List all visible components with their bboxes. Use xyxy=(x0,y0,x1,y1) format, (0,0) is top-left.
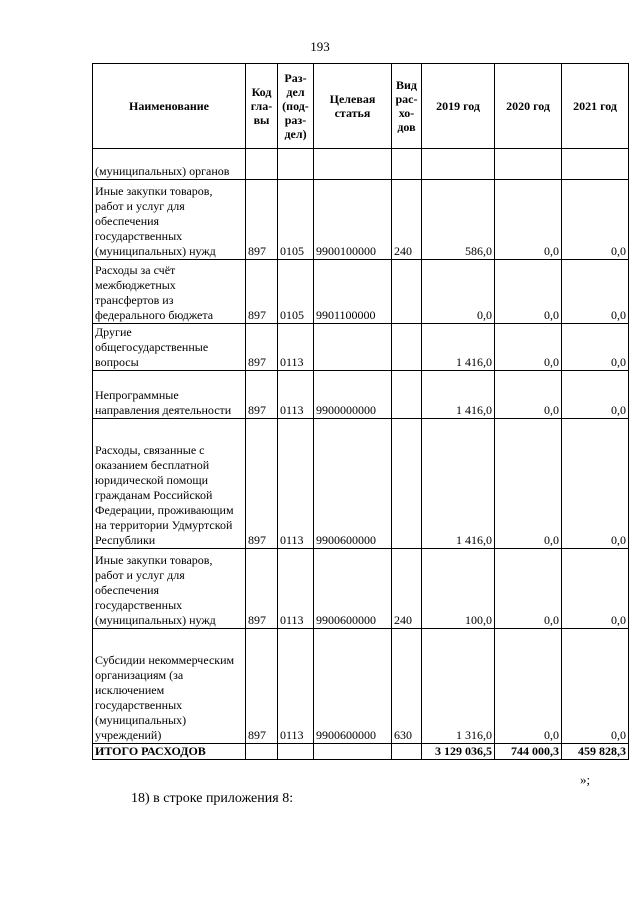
row-target-item xyxy=(314,324,392,371)
table-row xyxy=(93,180,629,260)
row-section: 0113 xyxy=(278,324,314,371)
header-2020: 2020 год xyxy=(495,64,562,149)
table-row xyxy=(93,549,629,629)
row-chapter-code xyxy=(246,149,278,180)
row-name: Другие общегосударственные вопросы xyxy=(93,324,246,371)
row-2020-value: 0,0 xyxy=(495,629,562,744)
total-2019: 3 129 036,5 xyxy=(422,744,495,760)
row-2021-value: 0,0 xyxy=(562,324,629,371)
row-section: 0113 xyxy=(278,629,314,744)
row-2021-value: 0,0 xyxy=(562,371,629,419)
row-expense-type xyxy=(392,260,422,324)
total-row xyxy=(93,744,629,760)
total-label: ИТОГО РАСХОДОВ xyxy=(93,744,246,760)
row-expense-type xyxy=(392,149,422,180)
row-chapter-code: 897 xyxy=(246,260,278,324)
row-section: 0105 xyxy=(278,260,314,324)
row-2020-value xyxy=(495,149,562,180)
row-2021-value: 0,0 xyxy=(562,180,629,260)
total-2021: 459 828,3 xyxy=(562,744,629,760)
row-chapter-code: 897 xyxy=(246,371,278,419)
total-2020: 744 000,3 xyxy=(495,744,562,760)
row-target-item: 9901100000 xyxy=(314,260,392,324)
table-row xyxy=(93,324,629,371)
table-row xyxy=(93,260,629,324)
row-expense-type xyxy=(392,324,422,371)
row-name: Расходы, связанные с оказанием бесплатной юридической помощи гражданам Российской Федерации, проживающим на территории Удмуртской Республики xyxy=(93,419,246,549)
row-chapter-code: 897 xyxy=(246,324,278,371)
row-chapter-code: 897 xyxy=(246,180,278,260)
page-number: 193 xyxy=(310,39,330,54)
row-2019-value: 1 316,0 xyxy=(422,629,495,744)
row-chapter-code: 897 xyxy=(246,629,278,744)
total-empty xyxy=(246,744,278,760)
budget-table xyxy=(92,63,629,760)
header-expense-type: Вид рас-хо-дов xyxy=(392,64,422,149)
row-expense-type xyxy=(392,419,422,549)
row-chapter-code: 897 xyxy=(246,419,278,549)
row-section: 0105 xyxy=(278,180,314,260)
row-name: (муниципальных) органов xyxy=(93,149,246,180)
row-name: Расходы за счёт межбюджетных трансфертов из федерального бюджета xyxy=(93,260,246,324)
row-2019-value xyxy=(422,149,495,180)
total-empty xyxy=(314,744,392,760)
total-empty xyxy=(392,744,422,760)
table-row xyxy=(93,371,629,419)
row-name: Иные закупки товаров, работ и услуг для обеспечения государственных (муниципальных) нужд xyxy=(93,549,246,629)
row-target-item: 9900100000 xyxy=(314,180,392,260)
closing-quote: »; xyxy=(580,772,591,787)
row-2019-value: 1 416,0 xyxy=(422,371,495,419)
row-target-item: 9900600000 xyxy=(314,549,392,629)
row-2021-value: 0,0 xyxy=(562,629,629,744)
row-2021-value xyxy=(562,149,629,180)
header-section: Раз-дел (под-раз-дел) xyxy=(278,64,314,149)
row-2019-value: 586,0 xyxy=(422,180,495,260)
row-2019-value: 1 416,0 xyxy=(422,419,495,549)
total-empty xyxy=(278,744,314,760)
row-expense-type xyxy=(392,371,422,419)
header-2019: 2019 год xyxy=(422,64,495,149)
table-row xyxy=(93,629,629,744)
row-chapter-code: 897 xyxy=(246,549,278,629)
row-section: 0113 xyxy=(278,549,314,629)
header-chapter-code: Код гла-вы xyxy=(246,64,278,149)
row-2019-value: 1 416,0 xyxy=(422,324,495,371)
row-section: 0113 xyxy=(278,419,314,549)
row-2020-value: 0,0 xyxy=(495,371,562,419)
header-name: Наименование xyxy=(93,64,246,149)
row-expense-type: 240 xyxy=(392,180,422,260)
amendment-note: 18) в строке приложения 8: xyxy=(131,791,294,806)
header-2021: 2021 год xyxy=(562,64,629,149)
row-name: Иные закупки товаров, работ и услуг для обеспечения государственных (муниципальных) нужд xyxy=(93,180,246,260)
row-2021-value: 0,0 xyxy=(562,549,629,629)
table-row xyxy=(93,419,629,549)
row-2020-value: 0,0 xyxy=(495,260,562,324)
header-row xyxy=(93,64,629,149)
row-expense-type: 240 xyxy=(392,549,422,629)
row-target-item xyxy=(314,149,392,180)
row-2020-value: 0,0 xyxy=(495,549,562,629)
row-2020-value: 0,0 xyxy=(495,324,562,371)
row-target-item: 9900000000 xyxy=(314,371,392,419)
row-2020-value: 0,0 xyxy=(495,180,562,260)
row-section xyxy=(278,149,314,180)
row-name: Непрограммные направления деятельности xyxy=(93,371,246,419)
row-2021-value: 0,0 xyxy=(562,260,629,324)
row-2019-value: 100,0 xyxy=(422,549,495,629)
row-section: 0113 xyxy=(278,371,314,419)
row-2019-value: 0,0 xyxy=(422,260,495,324)
table-row xyxy=(93,149,629,180)
row-2020-value: 0,0 xyxy=(495,419,562,549)
row-name: Субсидии некоммерческим организациям (за исключением государственных (муниципальных) учреждений) xyxy=(93,629,246,744)
row-2021-value: 0,0 xyxy=(562,419,629,549)
row-target-item: 9900600000 xyxy=(314,629,392,744)
row-expense-type: 630 xyxy=(392,629,422,744)
row-target-item: 9900600000 xyxy=(314,419,392,549)
header-target-item: Целевая статья xyxy=(314,64,392,149)
